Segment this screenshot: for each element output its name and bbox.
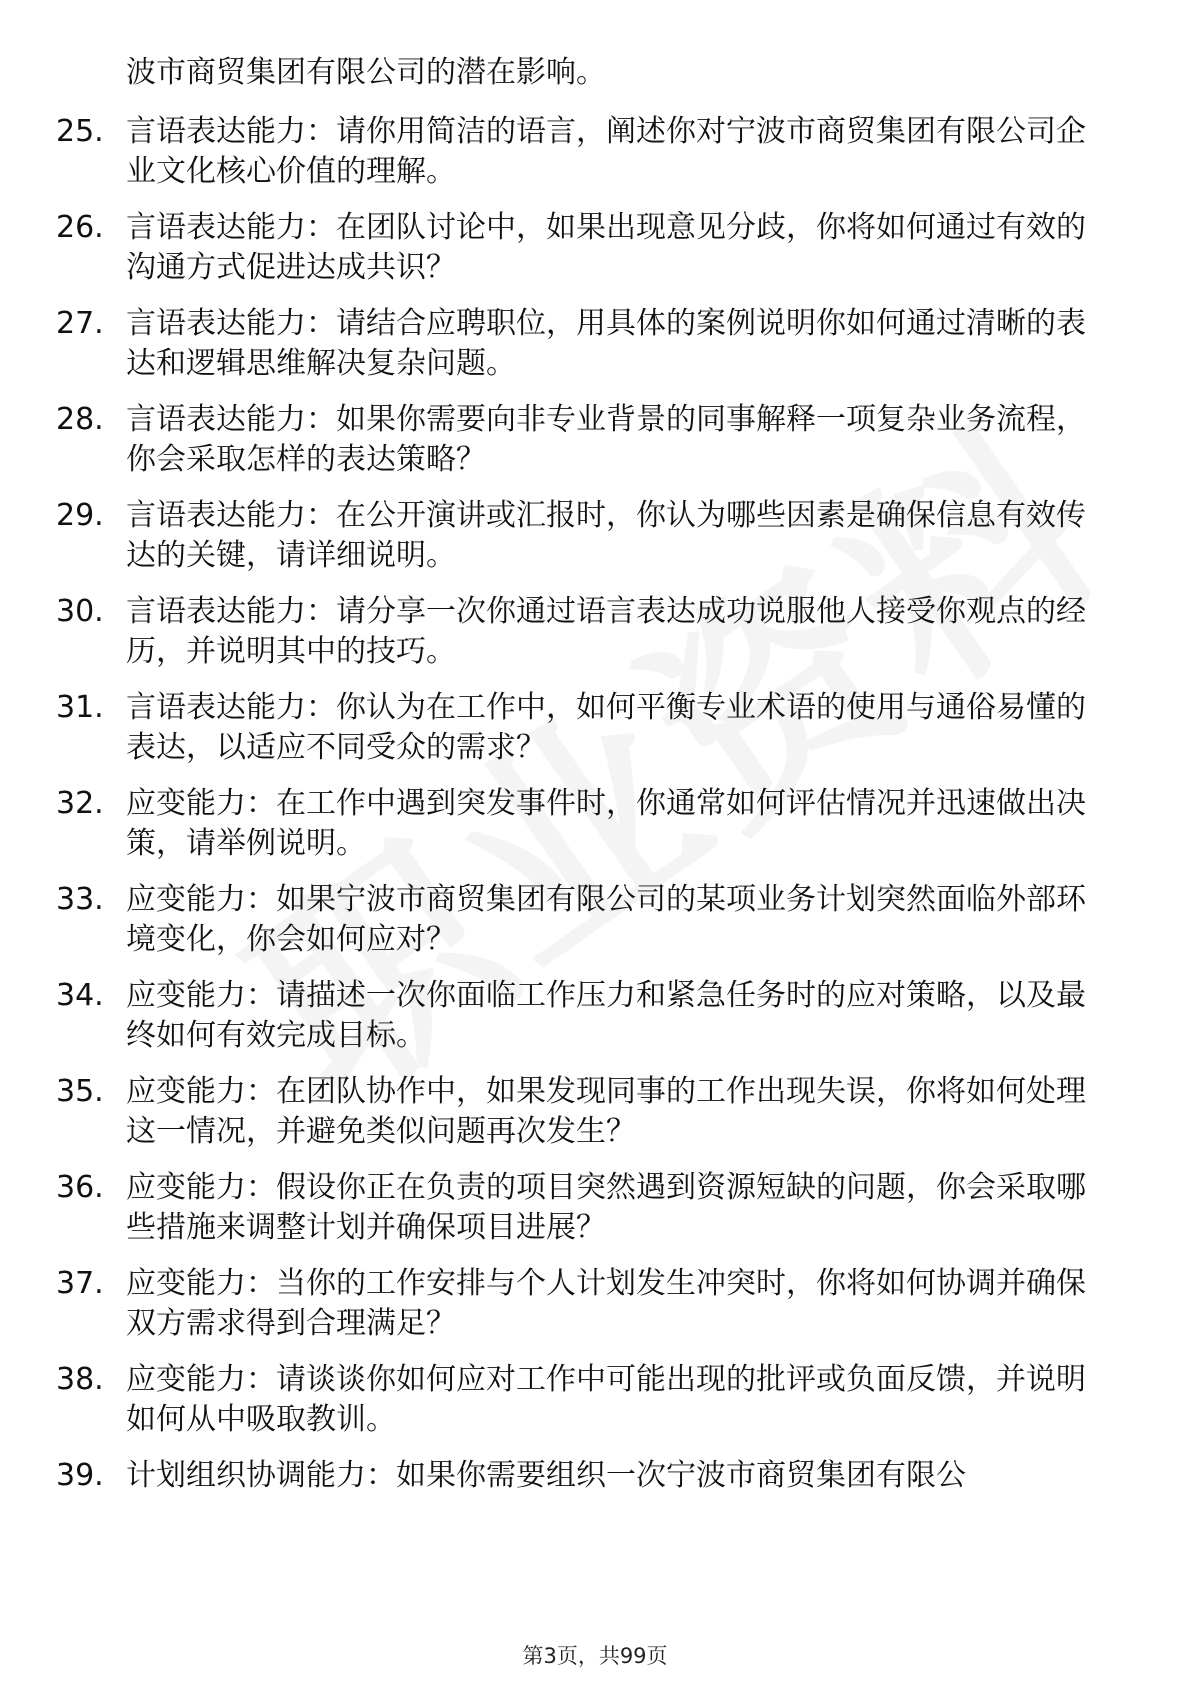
question-number: 29. bbox=[56, 498, 104, 533]
question-item bbox=[56, 1168, 1106, 1248]
question-item bbox=[56, 1072, 1106, 1152]
question-text: 应变能力：如果宁波市商贸集团有限公司的某项业务计划突然面临外部环境变化，你会如何应对？ bbox=[126, 882, 1086, 957]
question-item bbox=[56, 1360, 1106, 1440]
question-item bbox=[56, 112, 1106, 192]
question-text: 应变能力：请描述一次你面临工作压力和紧急任务时的应对策略，以及最终如何有效完成目标。 bbox=[126, 978, 1086, 1053]
question-item bbox=[56, 592, 1106, 672]
question-number: 31. bbox=[56, 690, 104, 725]
question-text: 应变能力：请谈谈你如何应对工作中可能出现的批评或负面反馈，并说明如何从中吸取教训。 bbox=[126, 1362, 1086, 1437]
question-item bbox=[56, 1264, 1106, 1344]
question-text: 言语表达能力：请分享一次你通过语言表达成功说服他人接受你观点的经历，并说明其中的技巧。 bbox=[126, 594, 1086, 669]
question-item bbox=[56, 784, 1106, 864]
continuation-text: 波市商贸集团有限公司的潜在影响。 bbox=[126, 55, 606, 90]
question-number: 39. bbox=[56, 1458, 104, 1493]
page-footer: 第3页，共99页 bbox=[522, 1644, 668, 1668]
question-number: 33. bbox=[56, 882, 104, 917]
question-text: 言语表达能力：你认为在工作中，如何平衡专业术语的使用与通俗易懂的表达，以适应不同受众的需求？ bbox=[126, 690, 1086, 765]
question-number: 37. bbox=[56, 1266, 104, 1301]
question-number: 25. bbox=[56, 114, 104, 149]
question-text: 言语表达能力：请你用简洁的语言，阐述你对宁波市商贸集团有限公司企业文化核心价值的理解。 bbox=[126, 114, 1086, 189]
question-text: 应变能力：假设你正在负责的项目突然遇到资源短缺的问题，你会采取哪些措施来调整计划并确保项目进展？ bbox=[126, 1170, 1086, 1245]
question-number: 32. bbox=[56, 786, 104, 821]
question-text: 言语表达能力：在团队讨论中，如果出现意见分歧，你将如何通过有效的沟通方式促进达成共识？ bbox=[126, 210, 1086, 285]
question-number: 34. bbox=[56, 978, 104, 1013]
question-text: 言语表达能力：在公开演讲或汇报时，你认为哪些因素是确保信息有效传达的关键，请详细说明。 bbox=[126, 498, 1086, 573]
question-text: 应变能力：在团队协作中，如果发现同事的工作出现失误，你将如何处理这一情况，并避免类似问题再次发生？ bbox=[126, 1074, 1086, 1149]
question-item bbox=[56, 304, 1106, 384]
question-number: 38. bbox=[56, 1362, 104, 1397]
question-item bbox=[56, 400, 1106, 480]
question-item bbox=[56, 880, 1106, 960]
question-text: 应变能力：当你的工作安排与个人计划发生冲突时，你将如何协调并确保双方需求得到合理满足？ bbox=[126, 1266, 1086, 1341]
question-number: 36. bbox=[56, 1170, 104, 1205]
question-item bbox=[56, 496, 1106, 576]
question-text: 应变能力：在工作中遇到突发事件时，你通常如何评估情况并迅速做出决策，请举例说明。 bbox=[126, 786, 1086, 861]
question-number: 28. bbox=[56, 402, 104, 437]
question-item bbox=[56, 208, 1106, 288]
question-text: 言语表达能力：如果你需要向非专业背景的同事解释一项复杂业务流程，你会采取怎样的表达策略？ bbox=[126, 402, 1086, 477]
question-text: 计划组织协调能力：如果你需要组织一次宁波市商贸集团有限公 bbox=[126, 1458, 966, 1493]
question-number: 30. bbox=[56, 594, 104, 629]
question-item bbox=[56, 976, 1106, 1056]
question-number: 26. bbox=[56, 210, 104, 245]
question-item bbox=[56, 688, 1106, 768]
question-list bbox=[56, 112, 1106, 1512]
question-number: 27. bbox=[56, 306, 104, 341]
question-number: 35. bbox=[56, 1074, 104, 1109]
question-item bbox=[56, 1456, 1106, 1496]
question-text: 言语表达能力：请结合应聘职位，用具体的案例说明你如何通过清晰的表达和逻辑思维解决复杂问题。 bbox=[126, 306, 1086, 381]
